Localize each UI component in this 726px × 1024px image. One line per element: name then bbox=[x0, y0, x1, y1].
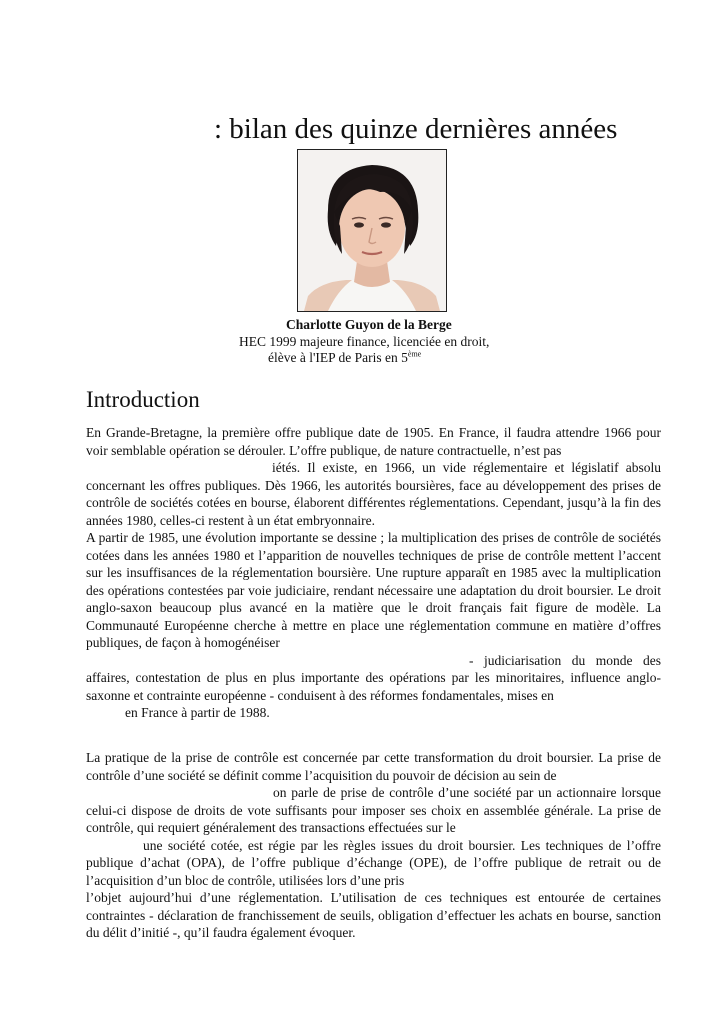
author-photo bbox=[297, 149, 447, 312]
author-school-text: élève à l'IEP de Paris en 5 bbox=[268, 350, 408, 365]
author-portrait-image bbox=[298, 150, 446, 311]
paper-title: : bilan des quinze dernières années bbox=[214, 113, 618, 145]
author-school bbox=[268, 350, 726, 366]
body-text-intro bbox=[86, 424, 661, 722]
paragraph-1-part-a: En Grande-Bretagne, la première offre publique date de 1905. En France, il faudra attendre 1966 pour voir semblable opération se dérouler. L’offre publique, de nature contractuelle, n’est pas bbox=[86, 425, 661, 458]
author-school-superscript: ème bbox=[407, 349, 422, 359]
paragraph-2 bbox=[86, 529, 661, 722]
body-text-control bbox=[86, 749, 661, 942]
paragraph-3-part-c: une société cotée, est régie par les règles issues du droit boursier. Les techniques de l’offre publique d’achat (OPA), de l’offre publique d’échange (OPE), de l’offre publique de retrait ou de l’acquisition d’un bloc de contrôle, utilisées lors d’une pris bbox=[86, 837, 661, 888]
paragraph-1 bbox=[86, 424, 661, 529]
section-heading-introduction: Introduction bbox=[86, 387, 200, 412]
paragraph-1-part-b: iétés. Il existe, en 1966, un vide réglementaire et législatif absolu concernant les offres publiques. Dès 1966, les autorités boursières, face au développement des prises de contrôle de sociétés cotées en bourse, élaborent différentes réglementations. Cependant, jusqu’à la fin des années 1980, celles-ci restent à un état embryonnaire. bbox=[86, 460, 661, 528]
author-name: Charlotte Guyon de la Berge bbox=[286, 317, 452, 332]
paragraph-3-part-b: on parle de prise de contrôle d’une société par un actionnaire lorsque celui-ci dispose de droits de vote suffisants pour imposer ses choix en assemblée générale. La prise de contrôle, qui requiert généralement des transactions effectuées sur le bbox=[86, 785, 661, 835]
paragraph-3-part-d: l’objet aujourd’hui d’une réglementation. L’utilisation de ces techniques est entourée de certaines contraintes - déclaration de franchissement de seuils, obligation d’effectuer les achats en bourse, sanction du délit d’initié -, qu’il faudra également évoquer. bbox=[86, 890, 661, 940]
paragraph-3-part-a: La pratique de la prise de contrôle est concernée par cette transformation du droit boursier. La prise de contrôle d’une société se définit comme l’acquisition du pouvoir de décision au sein de bbox=[86, 750, 661, 783]
paragraph-2-part-a: A partir de 1985, une évolution importante se dessine ; la multiplication des prises de contrôle de sociétés cotées dans les années 1980 et l’apparition de nouvelles techniques de prise de contrôle mettent l’accent sur les insuffisances de la réglementation boursière. Une rupture apparaît en 1985 avec la multiplication des opérations contestées par voie judiciaire, rendant nécessaire une adaptation du droit boursier. Le droit anglo-saxon beaucoup plus avancé en la matière que le droit français fait figure de modèle. La Communauté Européenne cherche à mettre en place une réglementation commune en matière d’offres publiques, de façon à homogénéiser bbox=[86, 530, 661, 650]
author-credentials: HEC 1999 majeure finance, licenciée en droit, bbox=[239, 334, 490, 349]
paragraph-3 bbox=[86, 749, 661, 942]
paragraph-2-part-b: - judiciarisation du monde des affaires, contestation de plus en plus importante des opérations par les minoritaires, influence anglo-saxonne et contrainte européenne - conduisent à des réformes fondamentales, mises en bbox=[86, 652, 661, 703]
paragraph-2-part-c: en France à partir de 1988. bbox=[125, 705, 270, 720]
